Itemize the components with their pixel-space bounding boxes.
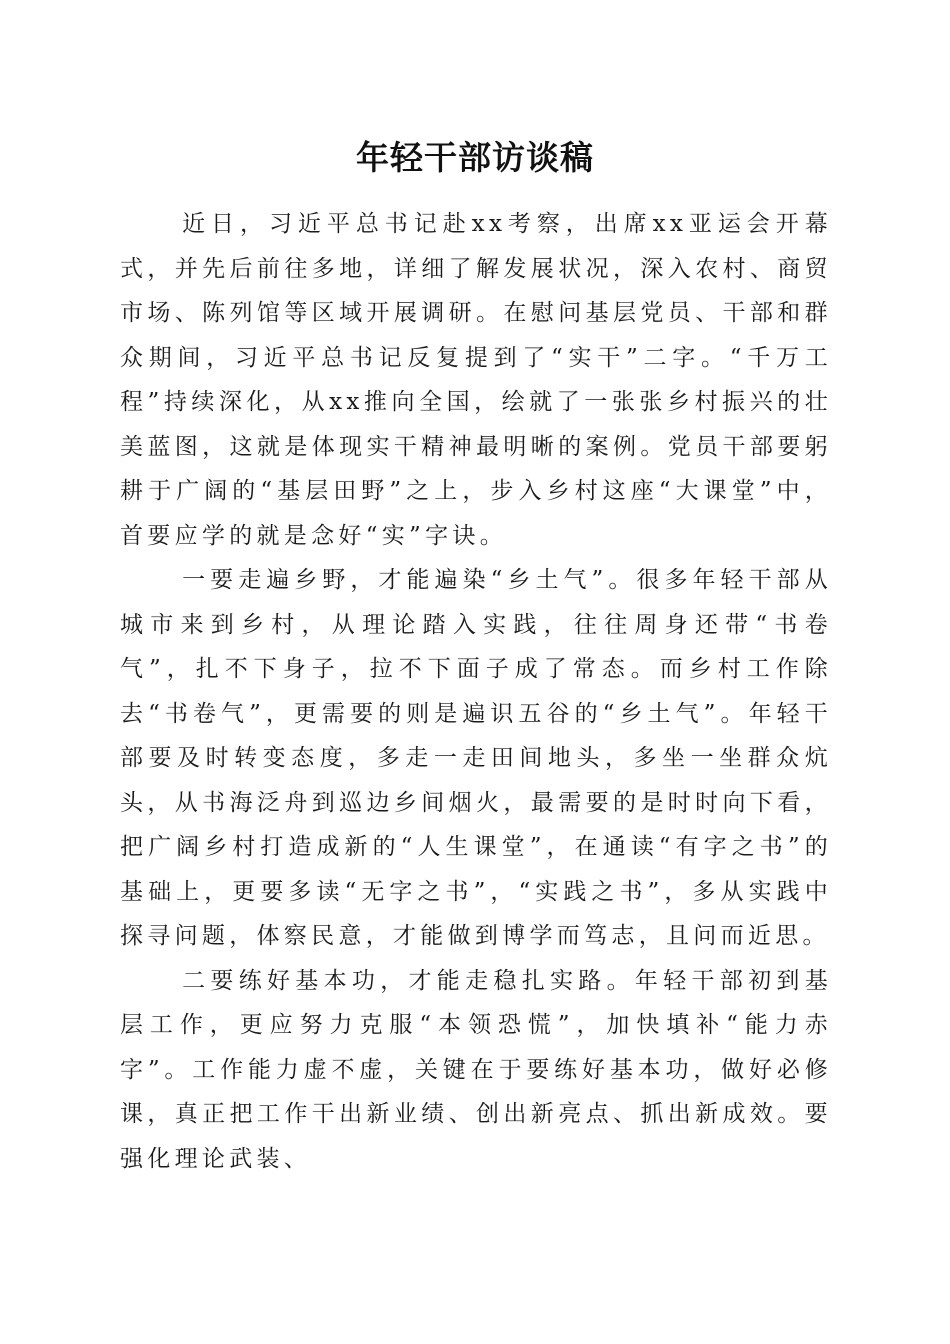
document-title: 年轻干部访谈稿 [356, 138, 594, 177]
paragraph-intro: 近日，习近平总书记赴xx考察，出席xx亚运会开幕式，并先后前往多地，详细了解发展状况，深入农村、商贸市场、陈列馆等区域开展调研。在慰问基层党员、干部和群众期间，习近平总书记反复提到了“实干”二字。“千万工程”持续深化，从xx推向全国，绘就了一张张乡村振兴的壮美蓝图，这就是体现实干精神最明晰的案例。党员干部要躬耕于广阔的“基层田野”之上，步入乡村这座“大课堂”中，首要应学的就是念好“实”字诀。 [120, 211, 832, 549]
paragraph-point-one: 一要走遍乡野，才能遍染“乡土气”。很多年轻干部从城市来到乡村，从理论踏入实践，往往周身还带“书卷气”，扎不下身子，拉不下面子成了常态。而乡村工作除去“书卷气”，更需要的则是遍识五谷的“乡土气”。年轻干部要及时转变态度，多走一走田间地头，多坐一坐群众炕头，从书海泛舟到巡边乡间烟火，最需要的是时时向下看，把广阔乡村打造成新的“人生课堂”，在通读“有字之书”的基础上，更要多读“无字之书”，“实践之书”，多从实践中探寻问题，体察民意，才能做到博学而笃志，且问而近思。 [120, 567, 832, 949]
paragraph-point-two: 二要练好基本功，才能走稳扎实路。年轻干部初到基层工作，更应努力克服“本领恐慌”，加快填补“能力赤字”。工作能力虚不虚，关键在于要练好基本功，做好必修课，真正把工作干出新业绩、创出新亮点、抓出新成效。要强化理论武装、 [120, 967, 832, 1172]
document-body [120, 202, 832, 1181]
